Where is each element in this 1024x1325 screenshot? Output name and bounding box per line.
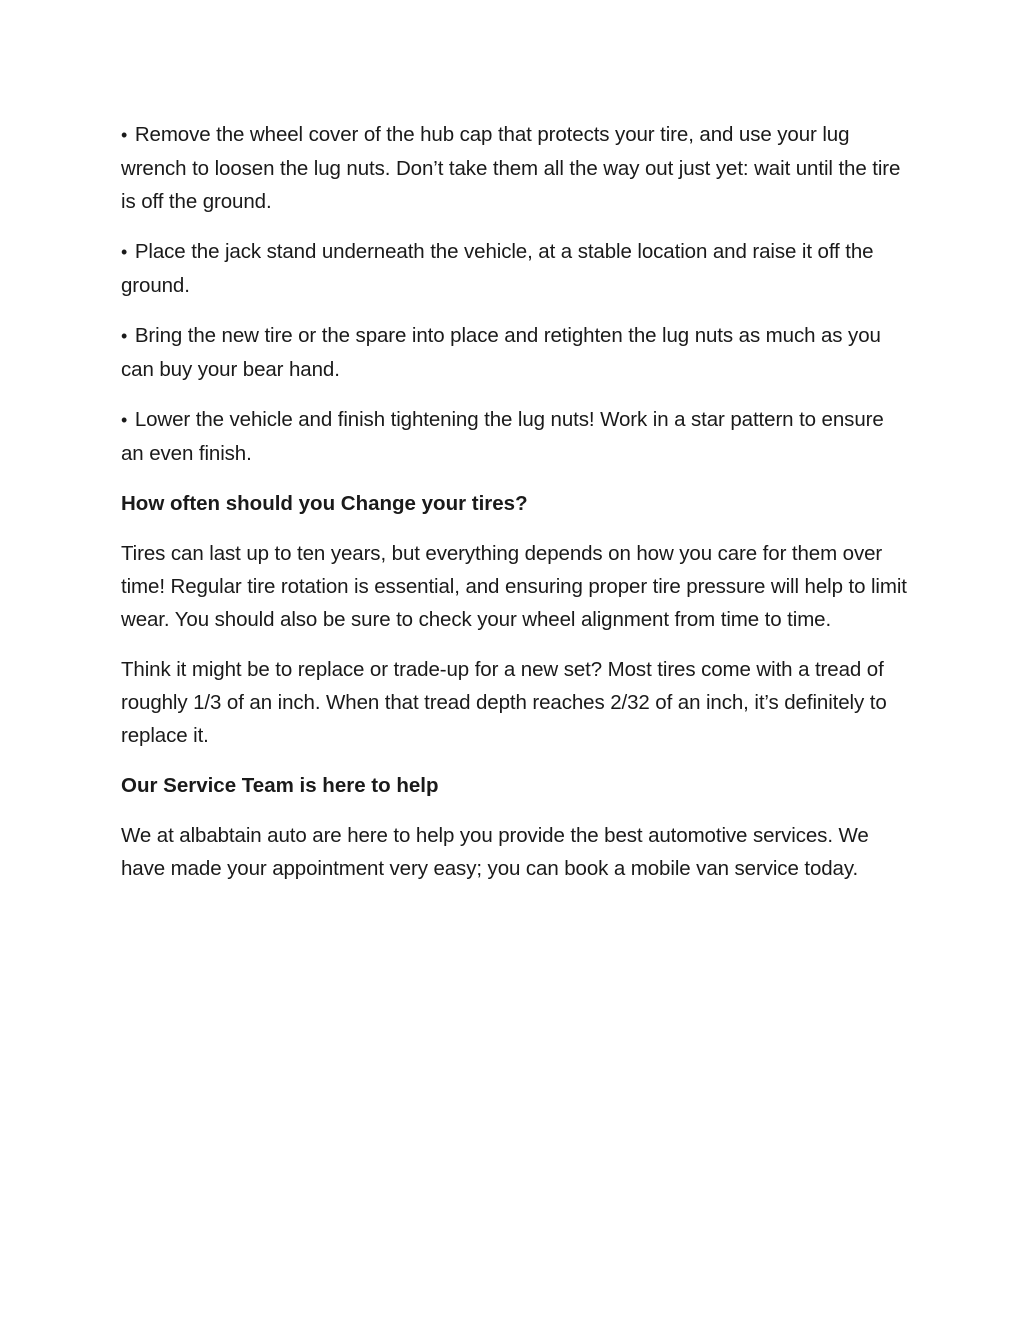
bullet-icon: • [121,326,128,346]
bullet-text: Remove the wheel cover of the hub cap that protects your tire, and use your lug wrench to loosen the lug nuts. Don’t take them all the way out just yet: wait until the tire is off the ground. [121,123,901,213]
paragraph-service-team: We at albabtain auto are here to help you provide the best automotive services. We have made your appointment very easy; you can book a mobile van service today. [121,824,869,880]
paragraph-tread-depth: Think it might be to replace or trade-up for a new set? Most tires come with a tread of roughly 1/3 of an inch. When that tread depth reaches 2/32 of an inch, it’s definitely to replace it. [121,658,887,747]
bullet-text: Place the jack stand underneath the vehicle, at a stable location and raise it off the ground. [121,240,874,297]
bullet-text: Bring the new tire or the spare into place and retighten the lug nuts as much as you can buy your bear hand. [121,324,881,381]
section-heading-tire-change: How often should you Change your tires? [121,492,528,515]
bullet-icon: • [121,242,128,262]
bullet-item [121,319,911,386]
section-heading-service-team: Our Service Team is here to help [121,774,439,797]
bullet-item [121,118,911,218]
paragraph-tire-lifespan: Tires can last up to ten years, but everything depends on how you care for them over time! Regular tire rotation is essential, and ensuring proper tire pressure will help to limit wear. You should also be sure to check your wheel alignment from time to time. [121,542,907,631]
bullet-text: Lower the vehicle and finish tightening the lug nuts! Work in a star pattern to ensure an even finish. [121,408,884,465]
bullet-item [121,235,911,302]
bullet-icon: • [121,125,128,145]
document-page [121,118,911,902]
bullet-item [121,403,911,470]
bullet-icon: • [121,410,128,430]
